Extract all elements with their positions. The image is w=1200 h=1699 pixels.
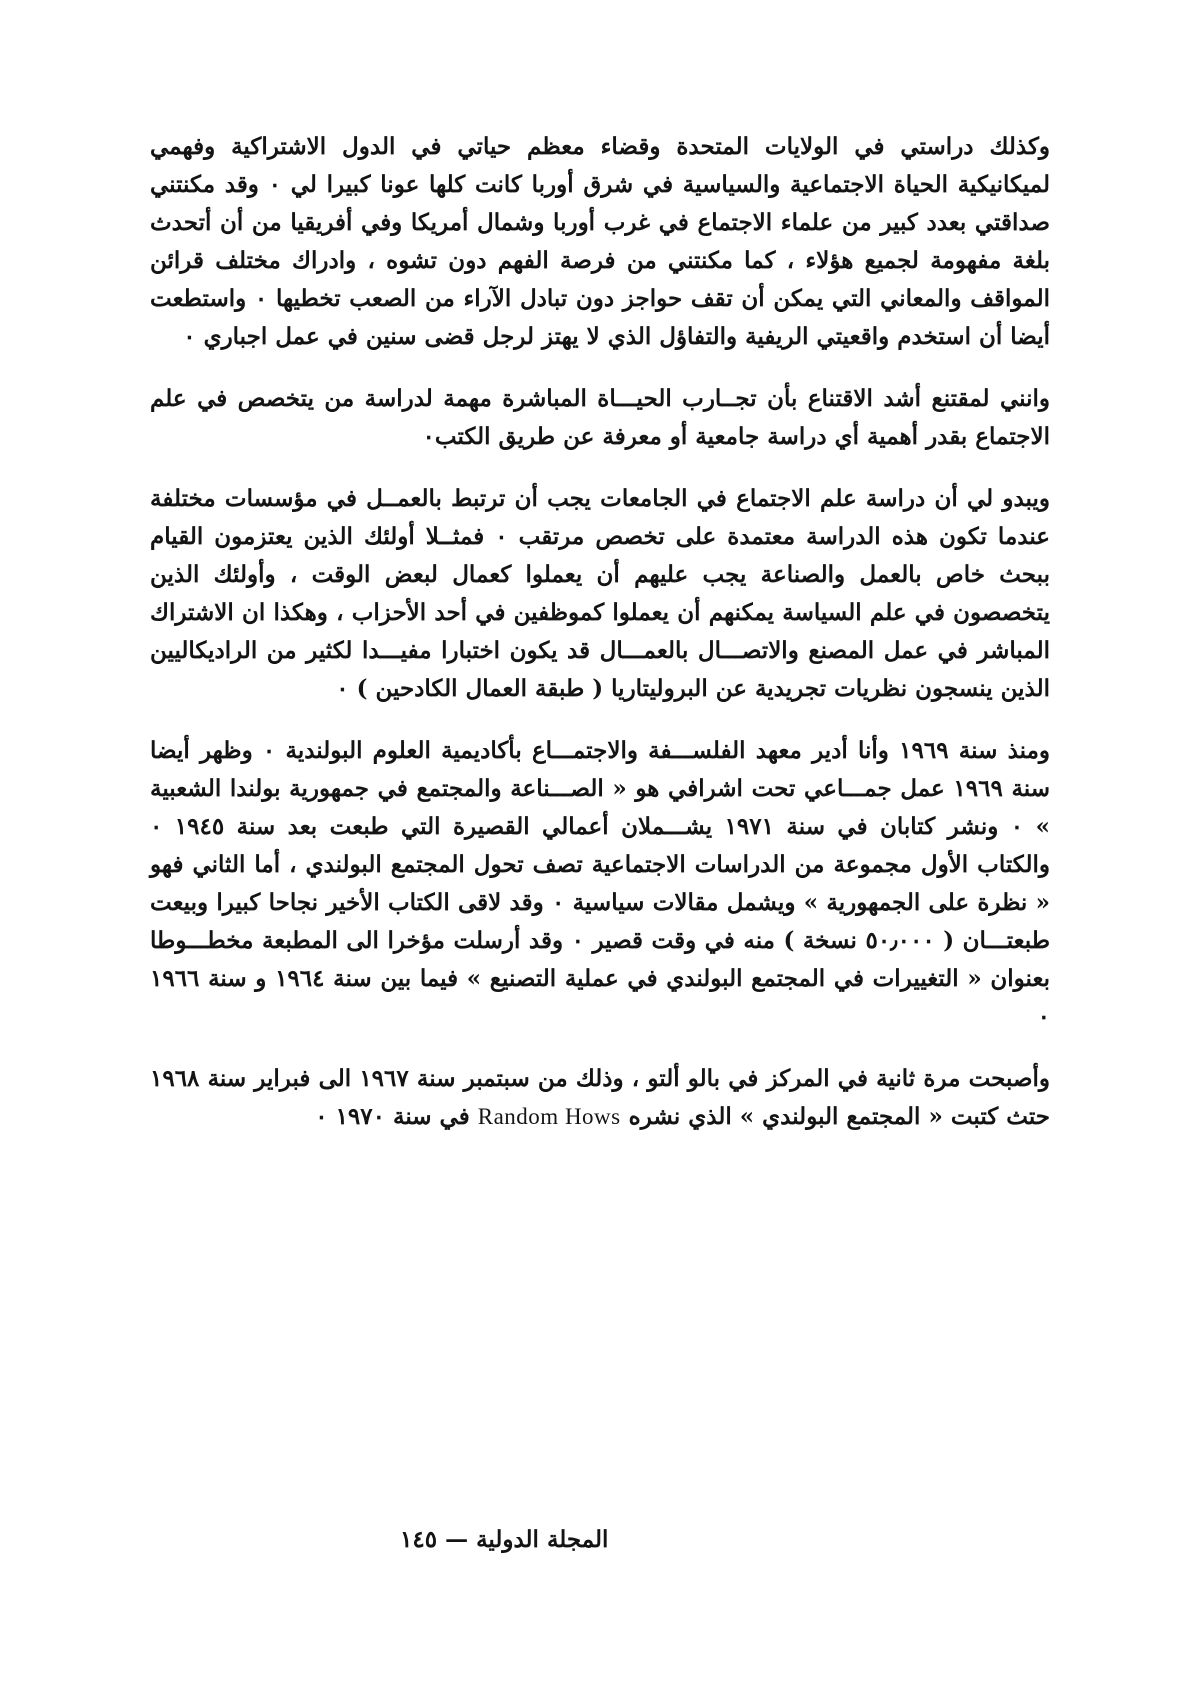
paragraph-experience-background: وكذلك دراستي في الولايات المتحدة وقضاء معظم حياتي في الدول الاشتراكية وفهمي لميكانيكية الحياة الاجتماعية والسياسية في شرق أوربا كانت كلها عونا كبيرا لي ٠ وقد مكنتني صداقتي بعدد كبير من علماء الاجتماع في غرب أوربا وشمال أمريكا وفي أفريقيا من أن أتحدث بلغة مفهومة لجميع هؤلاء ، كما مكنتني من فرصة الفهم دون تشوه ، وادراك مختلف قرائن المواقف والمعاني التي يمكن أن تقف حواجز دون تبادل الآراء من الصعب تخطيها ٠ واستطعت أيضا أن استخدم واقعيتي الريفية والتفاؤل الذي لا يهتز لرجل قضى سنين في عمل اجباري ٠: [150, 133, 1050, 350]
publisher-name: Random Hows: [477, 1104, 621, 1129]
paragraph-palo-alto: [150, 1060, 1050, 1136]
paragraph-institute-publications: ومنذ سنة ١٩٦٩ وأنا أدير معهد الفلســـفة والاجتمـــاع بأكاديمية العلوم البولندية ٠ وظهر أيضا سنة ١٩٦٩ عمل جمـــاعي تحت اشرافي هو « الصـــناعة والمجتمع في جمهورية بولندا الشعبية » ٠ ونشر كتابان في سنة ١٩٧١ يشـــملان أعمالي القصيرة التي طبعت بعد سنة ١٩٤٥ ٠ والكتاب الأول مجموعة من الدراسات الاجتماعية تصف تحول المجتمع البولندي ، أما الثاني فهو « نظرة على الجمهورية » ويشمل مقالات سياسية ٠ وقد لاقى الكتاب الأخير نجاحا كبيرا وبيعت طبعتـــان ( ٥٠٫٠٠٠ نسخة ) منه في وقت قصير ٠ وقد أرسلت مؤخرا الى المطبعة مخطـــوطا بعنوان « التغييرات في المجتمع البولندي في عملية التصنيع » فيما بين سنة ١٩٦٤ و سنة ١٩٦٦ ٠: [150, 737, 1051, 1030]
journal-name-page-number: المجلة الدولية — ١٤٥: [400, 1526, 609, 1553]
palo-alto-text-end: في سنة ١٩٧٠ ٠: [315, 1103, 470, 1130]
page-footer: [150, 1526, 1050, 1553]
paragraph-university-study: ويبدو لي أن دراسة علم الاجتماع في الجامعات يجب أن ترتبط بالعمــل في مؤسسات مختلفة عندما تكون هذه الدراسة معتمدة على تخصص مرتقب ٠ فمثــلا أولئك الذين يعتزمون القيام ببحث خاص بالعمل والصناعة يجب عليهم أن يعملوا كعمال لبعض الوقت ، وأولئك الذين يتخصصون في علم السياسة يمكنهم أن يعملوا كموظفين في أحد الأحزاب ، وهكذا ان الاشتراك المباشر في عمل المصنع والاتصـــال بالعمـــال قد يكون اختبارا مفيـــدا لكثير من الراديكاليين الذين ينسجون نظريات تجريدية عن البروليتاريا ( طبقة العمال الكادحين ) ٠: [150, 485, 1050, 702]
paragraph-direct-experience: وانني لمقتنع أشد الاقتناع بأن تجــارب الحيـــاة المباشرة مهمة لدراسة من يتخصص في علم الاجتماع بقدر أهمية أي دراسة جامعية أو معرفة عن طريق الكتب٠: [150, 385, 1050, 450]
article-body: [150, 128, 1050, 1136]
palo-alto-text-start: وأصبحت مرة ثانية في المركز في بالو ألتو ، وذلك من سبتمبر سنة ١٩٦٧ الى فبراير سنة ١٩٦٨ حتث كتبت « المجتمع البولندي » الذي نشره: [150, 1065, 1050, 1130]
